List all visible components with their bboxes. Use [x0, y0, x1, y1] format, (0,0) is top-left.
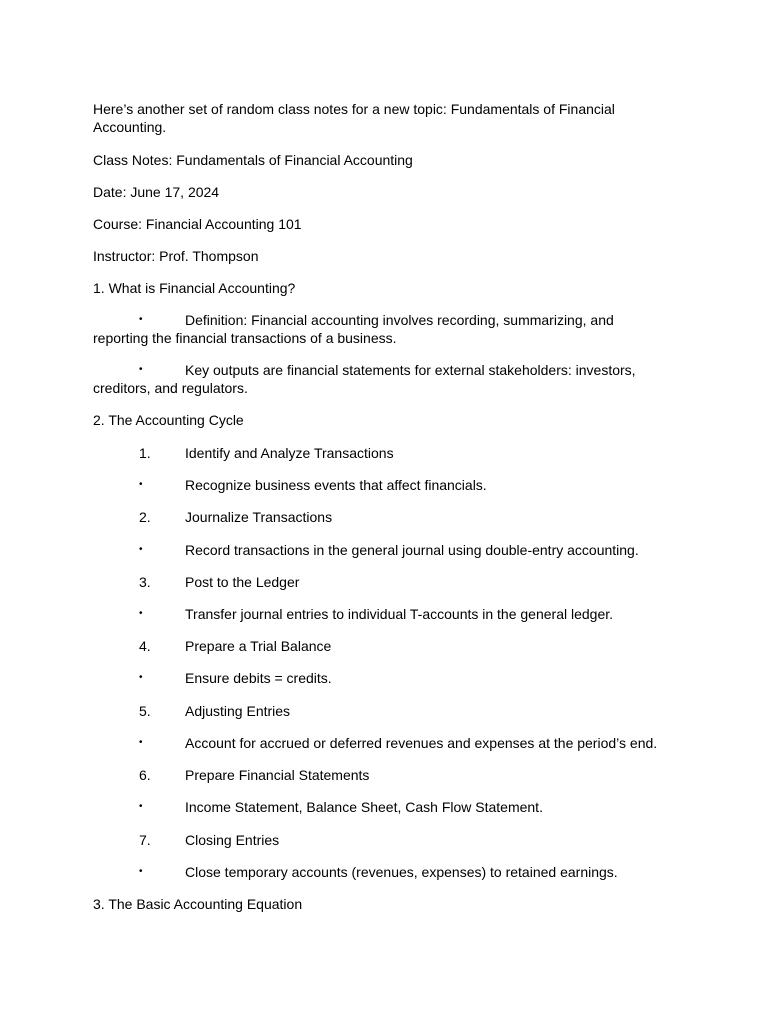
bullet-marker: • — [139, 801, 143, 812]
section-heading-2: 2. The Accounting Cycle — [93, 412, 244, 428]
step-detail: Ensure debits = credits. — [185, 670, 332, 686]
step-title: Prepare a Trial Balance — [185, 638, 332, 654]
step-detail: Close temporary accounts (revenues, expenses) to retained earnings. — [185, 864, 618, 880]
step-detail: Account for accrued or deferred revenues and expenses at the period’s end. — [185, 735, 658, 751]
step-title: Identify and Analyze Transactions — [185, 445, 394, 461]
step-number: 5. — [139, 703, 151, 719]
list-item — [93, 361, 653, 397]
bullet-marker: • — [139, 672, 143, 683]
instructor-line: Instructor: Prof. Thompson — [93, 248, 259, 264]
step-number: 2. — [139, 509, 151, 525]
step-detail: Record transactions in the general journal using double-entry accounting. — [185, 542, 639, 558]
step-detail: Recognize business events that affect financials. — [185, 477, 487, 493]
bullet-marker: • — [139, 608, 143, 619]
notes-title: Class Notes: Fundamentals of Financial Accounting — [93, 152, 413, 168]
bullet-marker: • — [139, 314, 143, 325]
section-heading-3: 3. The Basic Accounting Equation — [93, 896, 303, 912]
bullet-marker: • — [139, 737, 143, 748]
bullet-text: Key outputs are financial statements for external stakeholders: investors, creditors, and regulators. — [93, 362, 636, 396]
course-line: Course: Financial Accounting 101 — [93, 216, 302, 232]
step-title: Adjusting Entries — [185, 703, 291, 719]
step-title: Journalize Transactions — [185, 509, 333, 525]
step-title: Post to the Ledger — [185, 574, 300, 590]
step-number: 3. — [139, 574, 151, 590]
list-item — [93, 311, 653, 347]
step-detail: Income Statement, Balance Sheet, Cash Flow Statement. — [185, 799, 543, 815]
bullet-marker: • — [139, 866, 143, 877]
section-heading-1: 1. What is Financial Accounting? — [93, 280, 296, 296]
step-detail: Transfer journal entries to individual T-accounts in the general ledger. — [185, 606, 614, 622]
date-line: Date: June 17, 2024 — [93, 184, 220, 200]
step-number: 7. — [139, 832, 151, 848]
bullet-marker: • — [139, 364, 143, 375]
bullet-marker: • — [139, 479, 143, 490]
bullet-text: Definition: Financial accounting involves recording, summarizing, and reporting the financial transactions of a business. — [93, 312, 614, 346]
step-title: Closing Entries — [185, 832, 280, 848]
step-title: Prepare Financial Statements — [185, 767, 370, 783]
step-number: 6. — [139, 767, 151, 783]
bullet-marker: • — [139, 544, 143, 555]
intro-paragraph: Here’s another set of random class notes for a new topic: Fundamentals of Financial Accounting. — [93, 101, 615, 135]
step-number: 1. — [139, 445, 151, 461]
step-number: 4. — [139, 638, 151, 654]
